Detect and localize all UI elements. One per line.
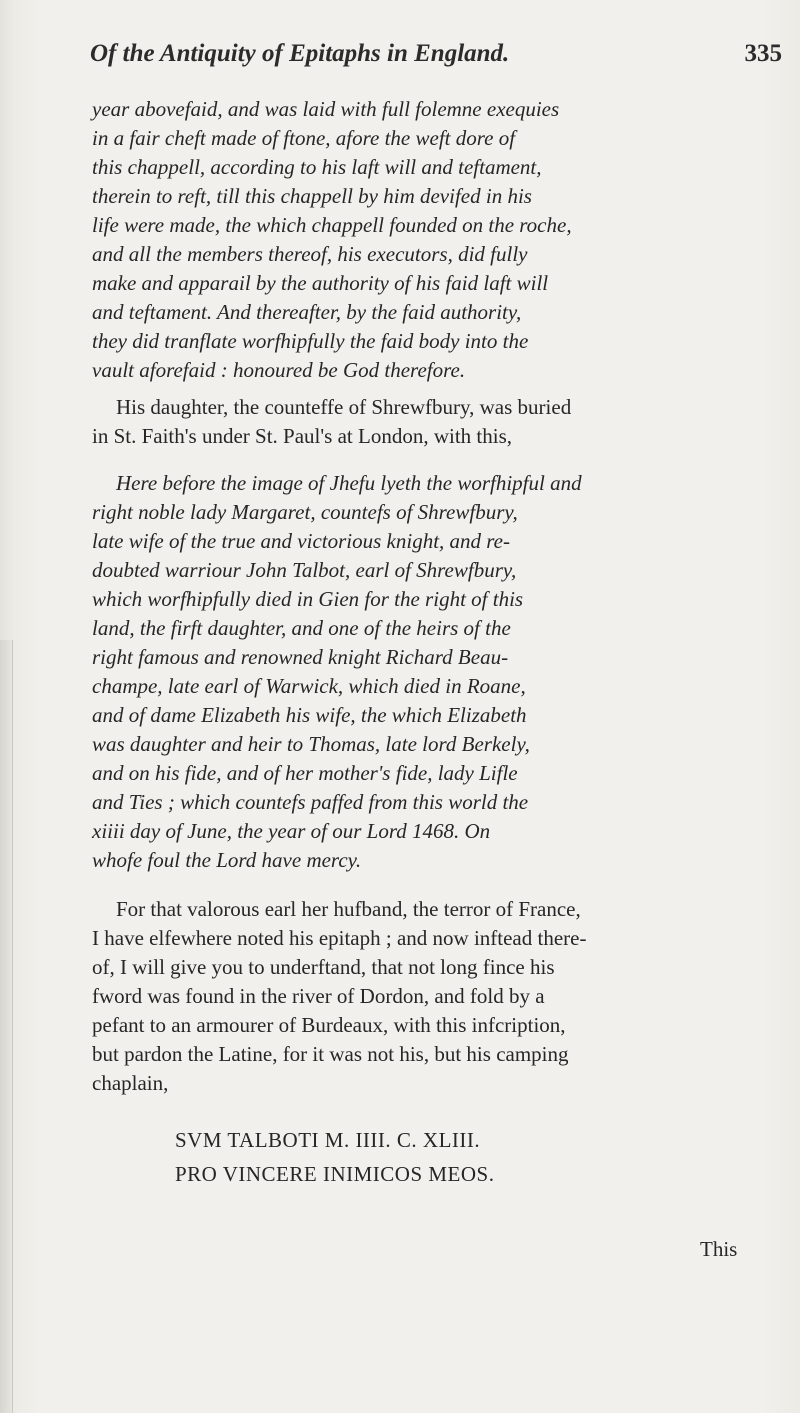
text-line: champe, late earl of Warwick, which died in Roane, [92, 674, 526, 698]
text-line: right famous and renowned knight Richard Beau- [92, 645, 509, 669]
text-line: I have elfewhere noted his epitaph ; and now inftead there- [92, 926, 587, 950]
page-header [90, 40, 782, 80]
text-line: vault aforefaid : honoured be God therefore. [92, 358, 466, 382]
text-line: in St. Faith's under St. Paul's at London, with this, [92, 424, 512, 448]
text-line: and on his fide, and of her mother's fide, lady Lifle [92, 761, 518, 785]
margaret-epitaph-paragraph [92, 469, 702, 875]
text-line: late wife of the true and victorious knight, and re- [92, 529, 510, 553]
text-line: xiiii day of June, the year of our Lord 1468. On [92, 819, 491, 843]
text-line: make and apparail by the authority of his faid laft will [92, 271, 549, 295]
text-line: whofe foul the Lord have mercy. [92, 848, 362, 872]
text-line: this chappell, according to his laft will and teftament, [92, 155, 542, 179]
page-number: 335 [744, 40, 782, 67]
page-binding-edge [0, 640, 13, 1413]
text-line: and teftament. And thereafter, by the faid authority, [92, 300, 522, 324]
text-line: doubted warriour John Talbot, earl of Shrewfbury, [92, 558, 517, 582]
inscription-line: PRO VINCERE INIMICOS MEOS. [175, 1162, 495, 1186]
text-line: His daughter, the counteffe of Shrewfbury, was buried [116, 395, 572, 419]
text-line: and all the members thereof, his executors, did fully [92, 242, 528, 266]
text-line: but pardon the Latine, for it was not his, but his camping [92, 1042, 569, 1066]
text-line: was daughter and heir to Thomas, late lord Berkely, [92, 732, 530, 756]
text-line: chaplain, [92, 1071, 169, 1095]
epitaph-continuation-paragraph [92, 95, 702, 385]
text-line: in a fair cheft made of ftone, afore the weft dore of [92, 126, 516, 150]
running-title: Of the Antiquity of Epitaphs in England. [90, 40, 510, 67]
text-line: and of dame Elizabeth his wife, the which Elizabeth [92, 703, 527, 727]
text-line: right noble lady Margaret, countefs of Shrewfbury, [92, 500, 518, 524]
text-line: life were made, the which chappell founded on the roche, [92, 213, 572, 237]
catchword: This [700, 1237, 738, 1261]
text-line: pefant to an armourer of Burdeaux, with this infcription, [92, 1013, 566, 1037]
talbot-sword-paragraph [92, 895, 702, 1098]
text-line: fword was found in the river of Dordon, and fold by a [92, 984, 545, 1008]
inscription-line: SVM TALBOTI M. IIII. C. XLIII. [175, 1128, 481, 1152]
sword-inscription [175, 1123, 494, 1191]
text-line: year abovefaid, and was laid with full folemne exequies [92, 97, 560, 121]
text-line: For that valorous earl her hufband, the terror of France, [116, 897, 581, 921]
text-line: which worfhipfully died in Gien for the right of this [92, 587, 524, 611]
text-line: Here before the image of Jhefu lyeth the worfhipful and [116, 471, 582, 495]
text-line: and Ties ; which countefs paffed from this world the [92, 790, 529, 814]
text-line: land, the firft daughter, and one of the heirs of the [92, 616, 511, 640]
text-line: they did tranflate worfhipfully the faid body into the [92, 329, 529, 353]
text-line: therein to reft, till this chappell by him devifed in his [92, 184, 532, 208]
text-line: of, I will give you to underftand, that not long fince his [92, 955, 555, 979]
countess-burial-paragraph [92, 393, 702, 451]
